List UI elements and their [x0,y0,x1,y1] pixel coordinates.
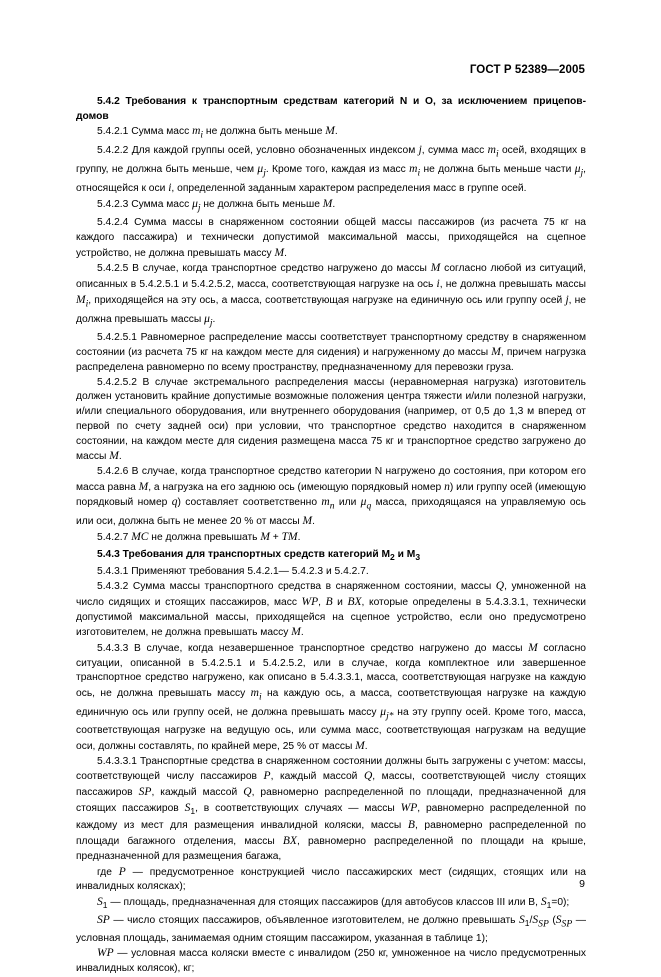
paragraph-s54331: 5.4.3.3.1 Транспортные средства в снаряженном состоянии должны быть загружены с учетом: массы, соответствующей числу пассажиров P, каждый массой Q, массы, соответствующей числу стоящих пассажиров SP, каждый массой Q, равномерно распределенной по площади, предназначенной для стоящих пассажиров $S_1$, в соответствующих случаях — массы WP, равномерно распределенной по каждому из мест для размещения инвалидной коляски, массы B, равномерно распределенной по площади багажного отделения, массы BX, равномерно распределенной по площади на крыше, предназначенной для размещения багажа, [76,755,586,862]
paragraph-s5431: 5.4.3.1 Применяют требования 5.4.2.1— 5.4.2.3 и 5.4.2.7. [97,565,369,577]
paragraph-s54252: 5.4.2.5.2 В случае экстремального распределения массы (неравномерная нагрузка) изготовитель должен установить крайние допустимые возможные положения центра тяжести и/или полезной нагрузки, и/или специального оборудования, или внутреннего оборудования (например, от 0,5 до 1,3 м вперед от первой по счету задней оси) при условии, что транспортное средство находится в снаряженном состоянии, на каждом месте для сидения размещена масса 75 кг и транспортное средство загружено до массы M. [76,376,586,463]
paragraph-def_sp: SP — число стоящих пассажиров, объявленное изготовителем, не должно превышать $S_1/S_{SP}$ ($S_{SP}$ — условная площадь, занимаемая одним стоящим пассажиром, указанная в таблице 1); [76,913,586,944]
paragraph-def_p: где P — предусмотренное конструкцией число пассажирских мест (сидящих, стоящих или на инвалидных колясках); [76,865,586,893]
paragraph-s543: 5.4.3 Требования для транспортных средств категорий $M_2$ и $M_3$ [97,548,421,562]
paragraph-s5423: 5.4.2.3 Сумма масс $\mu_j$ не должна быть меньше M. [97,198,336,214]
paragraph-s5421: 5.4.2.1 Сумма масс $m_i$ не должна быть меньше M. [97,125,338,141]
standard-header: ГОСТ Р 52389—2005 [469,64,585,76]
page-number: 9 [579,878,585,890]
paragraph-s5427: 5.4.2.7 MC не должна превышать M + TM. [97,531,301,544]
paragraph-s5426: 5.4.2.6 В случае, когда транспортное средство категории N нагружено до состояния, при котором его масса равна M, а нагрузка на его заднюю ось (имеющую порядковый номер n) или группу осей (имеющую порядковый номер q) составляет соответственно $m_n$ или $\mu_q$ масса, приходящаяся на управляемую ось или оси, должна быть не менее 20 % от массы M. [76,465,586,528]
paragraph-s5425: 5.4.2.5 В случае, когда транспортное средство нагружено до массы M согласно любой из ситуаций, описанных в 5.4.2.5.1 и 5.4.2.5.2, масса, соответствующая нагрузке на ось i, не должна превышать массы $M_i$, приходящейся на эту ось, а масса, соответствующая нагрузке на единичную ось или группу осей j, не должна превышать массы $\mu_j$. [76,262,587,328]
document-body [76,95,586,977]
paragraph-s5422: 5.4.2.2 Для каждой группы осей, условно обозначенных индексом j, сумма масс $m_i$ осей, входящих в группу, не должна быть меньше, чем $\mu_j$. Кроме того, каждая из масс $m_i$ не должна быть меньше части $\mu_j$, относящейся к оси i, определенной заданным характером распределения масс в группе осей. [76,144,586,195]
paragraph-s542: 5.4.2 Требования к транспортным средствам категорий N и O, за исключением прицепов-домов [76,96,586,122]
paragraph-def_s1: $S_1$ — площадь, предназначенная для стоящих пассажиров (для автобусов классов III или B, $S_1=0$); [97,895,570,910]
paragraph-def_wp: WP — условная масса коляски вместе с инвалидом (250 кг, умноженное на число предусмотренных инвалидных колясок), кг; [76,947,586,975]
paragraph-s54251: 5.4.2.5.1 Равномерное распределение массы соответствует транспортному средству в снаряженном состоянии (из расчета 75 кг на каждом месте для сидения) и нагруженному до массы M, причем нагрузка распределена равномерно по всему пространству, предназначенному для перевозки груза. [76,331,587,374]
paragraph-s5432: 5.4.3.2 Сумма массы транспортного средства в снаряженном состоянии, массы Q, умноженной на число сидящих и стоящих пассажиров, масс WP, B и BX, которые определены в 5.4.3.3.1, технически допустимой максимальной массы, приходящейся на сцепное устройство, если оно предусмотрено изготовителем, не должна превышать массу M. [76,580,586,639]
paragraph-s5433: 5.4.3.3 В случае, когда незавершенное транспортное средство нагружено до массы M согласно ситуации, описанной в 5.4.2.5.1 и 5.4.2.5.2, или в случае, когда комплектное или завершенное транспортное средство нагружено, как описано в 5.4.3.3.1, масса, соответствующая нагрузке на каждую ось, не должна превышать массу $m_i$ на каждую ось, а масса, соответствующая нагрузке на каждую единичную ось или группу осей, не должна превышать массу $\mu_{j*}$ на эту группу осей. Кроме того, масса, соответствующая нагрузке на ведущую ось, или сумма масс, соответствующая нагрузкам на ведущие оси, должны составлять, по крайней мере, 25 % от массы M. [76,642,586,752]
paragraph-s5424: 5.4.2.4 Сумма массы в снаряженном состоянии общей массы пассажиров (из расчета 75 кг на каждого пассажира) и технически допустимой максимальной массы, приходящейся на сцепное устройство, не должна превышать массу M. [76,217,586,259]
